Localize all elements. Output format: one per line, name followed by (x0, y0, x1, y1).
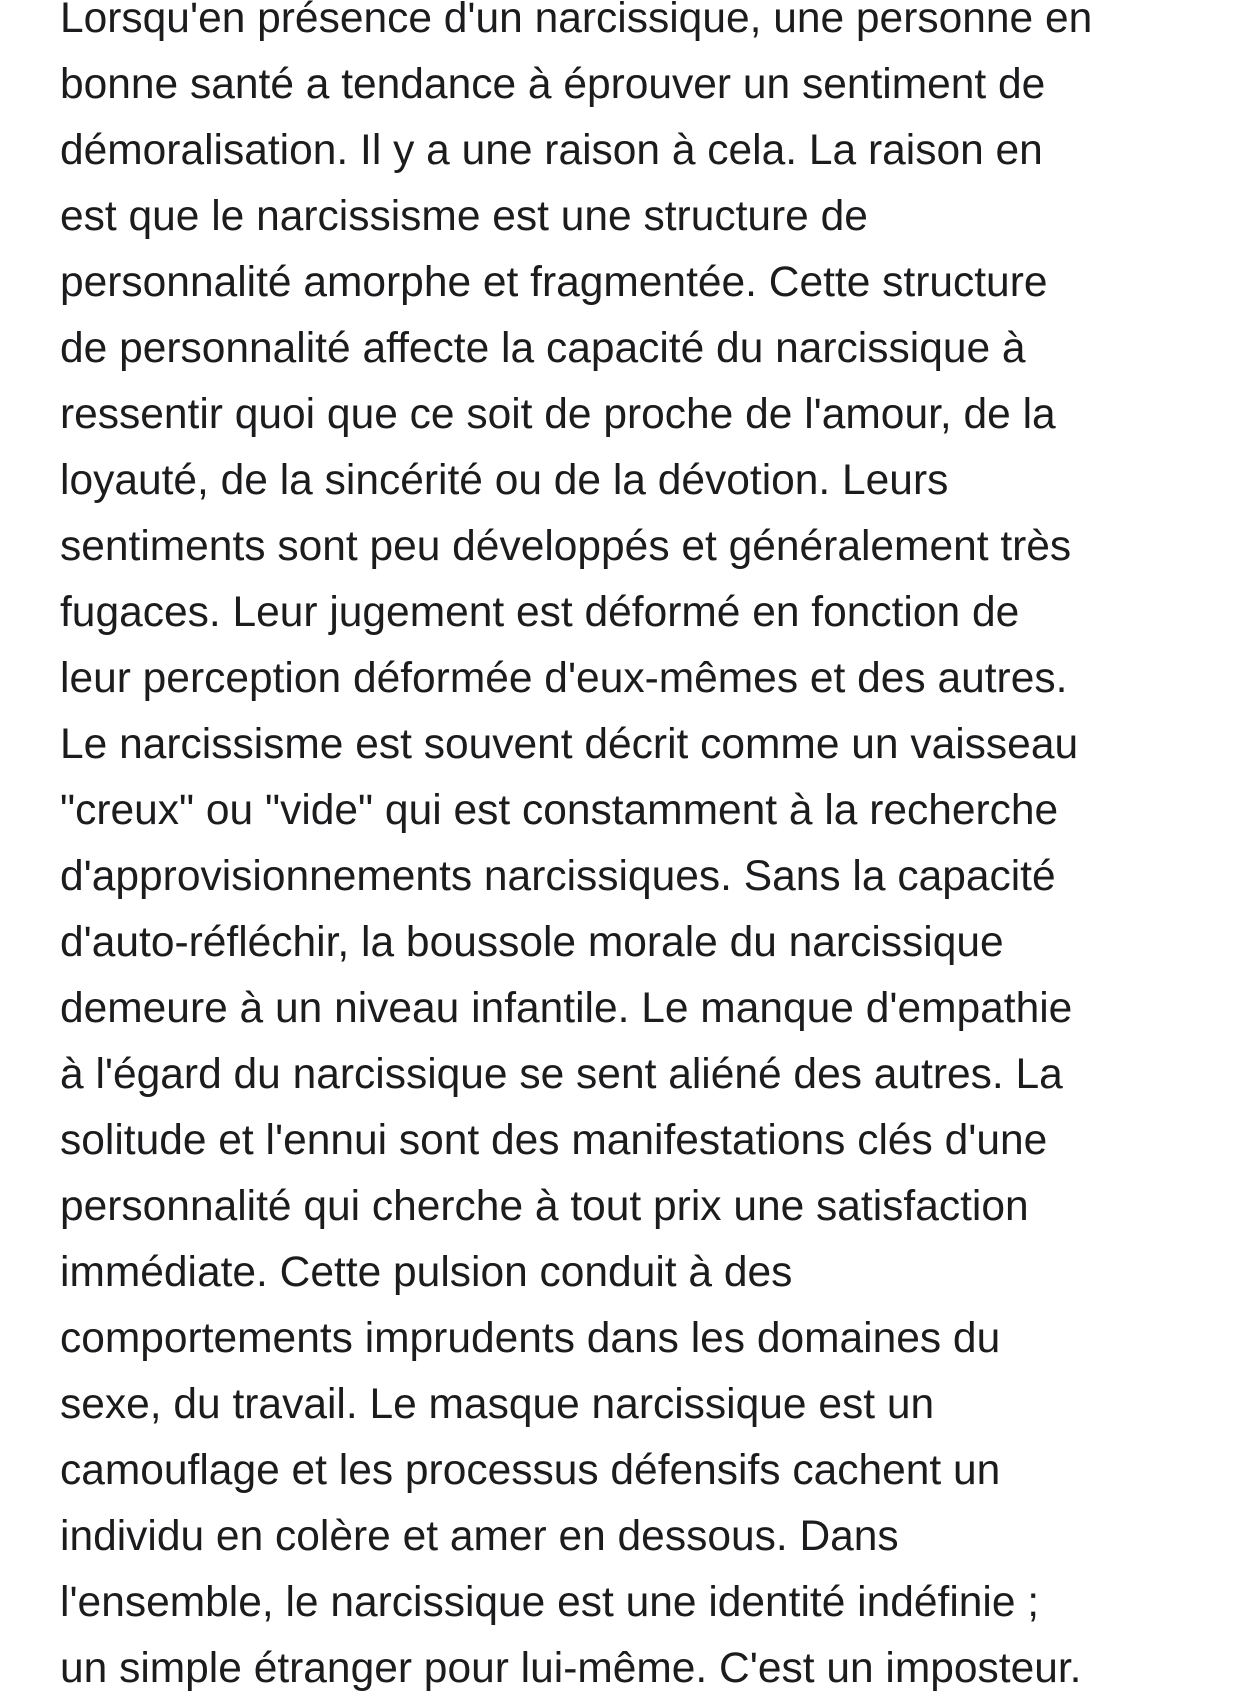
text-line: démoralisation. Il y a une raison à cela. La raison en (60, 127, 1043, 174)
text-line: d'approvisionnements narcissiques. Sans la capacité (60, 853, 1056, 900)
text-line: loyauté, de la sincérité ou de la dévotion. Leurs (60, 457, 949, 504)
text-line: l'ensemble, le narcissique est une identité indéfinie ; (60, 1579, 1040, 1626)
text-line: sentiments sont peu développés et généralement très (60, 523, 1072, 570)
text-line: personnalité qui cherche à tout prix une satisfaction (60, 1183, 1029, 1230)
text-line: leur perception déformée d'eux-mêmes et des autres. (60, 655, 1068, 702)
text-line: un simple étranger pour lui-même. C'est un imposteur. (60, 1645, 1082, 1692)
text-line: comportements imprudents dans les domaines du (60, 1315, 1001, 1362)
text-line: d'auto-réfléchir, la boussole morale du narcissique (60, 919, 1004, 966)
text-line: de personnalité affecte la capacité du narcissique à (60, 325, 1026, 372)
text-line: Lorsqu'en présence d'un narcissique, une personne en (60, 0, 1093, 42)
text-line: "creux" ou "vide" qui est constamment à la recherche (60, 787, 1059, 834)
text-line: fugaces. Leur jugement est déformé en fonction de (60, 589, 1020, 636)
text-line: bonne santé a tendance à éprouver un sentiment de (60, 61, 1046, 108)
text-line: solitude et l'ennui sont des manifestations clés d'une (60, 1117, 1048, 1164)
text-line: ressentir quoi que ce soit de proche de l'amour, de la (60, 391, 1056, 438)
text-line: à l'égard du narcissique se sent aliéné des autres. La (60, 1051, 1063, 1098)
note-body-text (60, 0, 1210, 1702)
text-line: immédiate. Cette pulsion conduit à des (60, 1249, 793, 1296)
text-line: individu en colère et amer en dessous. Dans (60, 1513, 899, 1560)
text-line: sexe, du travail. Le masque narcissique est un (60, 1381, 935, 1428)
text-line: personnalité amorphe et fragmentée. Cette structure (60, 259, 1048, 306)
text-line: Le narcissisme est souvent décrit comme un vaisseau (60, 721, 1079, 768)
text-line: est que le narcissisme est une structure de (60, 193, 868, 240)
text-line: camouflage et les processus défensifs cachent un (60, 1447, 1001, 1494)
text-line: demeure à un niveau infantile. Le manque d'empathie (60, 985, 1073, 1032)
